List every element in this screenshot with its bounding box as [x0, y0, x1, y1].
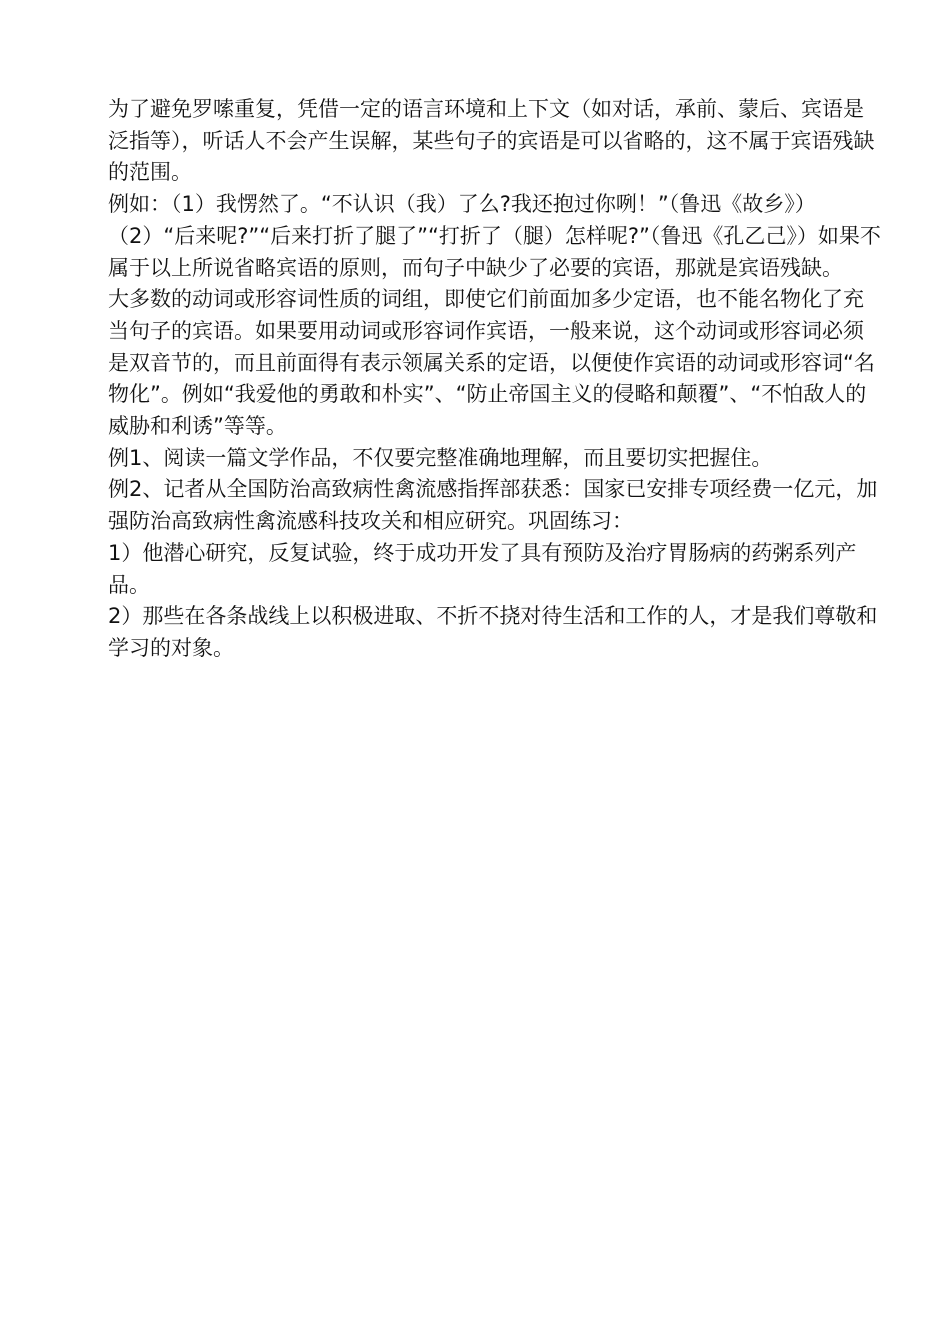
paragraph-exercise-2: 2）那些在各条战线上以积极进取、不折不挠对待生活和工作的人，才是我们尊敬和学习的对象。	[108, 604, 878, 660]
paragraph-examples-lu-xun: 例如：（1）我愣然了。“不认识（我）了么?我还抱过你咧！”（鲁迅《故乡》）（2）“后来呢?”“后来打折了腿了”“打折了（腿）怎样呢?”（鲁迅《孔乙己》）如果不属于以上所说省略宾语的原则，而句子中缺少了必要的宾语，那就是宾语残缺。	[108, 192, 881, 280]
paragraph-exercise-1: 1）他潜心研究，反复试验，终于成功开发了具有预防及治疗胃肠病的药粥系列产品。	[108, 540, 857, 597]
paragraph-example-1: 例1、阅读一篇文学作品，不仅要完整准确地理解，而且要切实把握住。	[108, 445, 773, 470]
paragraph-omitted-object-intro: 为了避免罗嗦重复，凭借一定的语言环境和上下文（如对话，承前、蒙后、宾语是泛指等），听话人不会产生误解，某些句子的宾语是可以省略的，这不属于宾语残缺的范围。	[108, 97, 875, 185]
document-body	[108, 94, 883, 665]
paragraph-example-2: 例2、记者从全国防治高致病性禽流感指挥部获悉：国家已安排专项经费一亿元，加强防治高致病性禽流感科技攻关和相应研究。巩固练习：	[108, 477, 878, 534]
paragraph-verb-adjective-object: 大多数的动词或形容词性质的词组，即使它们前面加多少定语，也不能名物化了充当句子的宾语。如果要用动词或形容词作宾语，一般来说，这个动词或形容词必须是双音节的，而且前面得有表示领属关系的定语，以便使作宾语的动词或形容词“名物化”。例如“我爱他的勇敢和朴实”、“防止帝国主义的侵略和颠覆”、“不怕敌人的威胁和利诱”等等。	[108, 287, 875, 439]
